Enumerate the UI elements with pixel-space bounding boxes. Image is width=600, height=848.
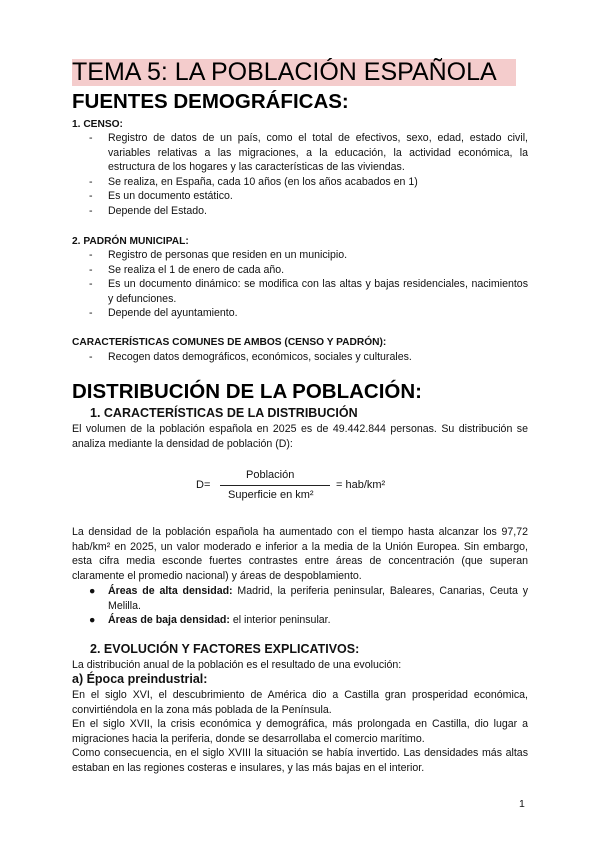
list-item: - Registro de datos de un país, como el total de efectivos, sexo, edad, estado civil, variables relativas a las migraciones, a la educación, la actividad económica, la estructura de los hogares y las características de las viviendas.	[72, 131, 528, 175]
formula-rhs: = hab/km²	[336, 479, 386, 491]
list-item: - Es un documento dinámico: se modifica con las altas y bajas residenciales, nacimientos y defunciones.	[72, 277, 528, 306]
evolucion-intro: La distribución anual de la población es el resultado de una evolución:	[72, 659, 402, 671]
density-formula	[196, 466, 396, 506]
list-item: - Recogen datos demográficos, económicos, sociales y culturales.	[72, 350, 528, 365]
comunes-list	[72, 350, 528, 365]
bullet-label: Áreas de alta densidad:	[108, 585, 233, 597]
list-item: - Depende del Estado.	[72, 204, 528, 219]
bullet-icon: ●	[89, 614, 96, 626]
bullet-label: Áreas de baja densidad:	[108, 614, 230, 626]
padron-list	[72, 248, 528, 321]
bullet-text: Madrid, la periferia peninsular, Baleares, Canarias, Ceuta y Melilla.	[108, 585, 528, 612]
list-item: - Depende del ayuntamiento.	[72, 306, 528, 321]
list-item: - Se realiza el 1 de enero de cada año.	[72, 263, 528, 278]
formula-numerator: Población	[246, 469, 295, 481]
padron-label: 2. PADRÓN MUNICIPAL:	[72, 236, 189, 247]
formula-lhs: D=	[196, 479, 211, 491]
paragraph: En el siglo XVI, el descubrimiento de América dio a Castilla gran prosperidad económica, convirtiéndola en la zona más poblada de la Península.	[72, 689, 528, 716]
bullet-icon: ●	[89, 585, 96, 597]
list-item: - Registro de personas que residen en un municipio.	[72, 248, 528, 263]
page-title: TEMA 5: LA POBLACIÓN ESPAÑOLA	[72, 59, 516, 86]
fraction-bar	[220, 485, 330, 486]
section-heading-fuentes: FUENTES DEMOGRÁFICAS:	[72, 90, 349, 113]
intro-paragraph: El volumen de la población española en 2025 es de 49.442.844 personas. Su distribución se analiza mediante la densidad de población (D):	[72, 423, 528, 450]
list-item: - Es un documento estático.	[72, 189, 528, 204]
density-paragraph: La densidad de la población española ha aumentado con el tiempo hasta alcanzar los 97,72 hab/km² en 2025, un valor moderado e inferior a la media de la Unión Europea. Sin embargo, esta cifra media esconde fuertes contrastes entre áreas de concentración (que superan claramente el promedio nacional) y áreas de despoblamiento.	[72, 526, 528, 582]
formula-denominator: Superficie en km²	[228, 489, 314, 501]
list-item	[72, 613, 528, 628]
bullet-text: el interior peninsular.	[229, 614, 331, 626]
page-number: 1	[519, 798, 525, 810]
paragraph: Como consecuencia, en el siglo XVIII la situación se había invertido. Las densidades más altas estaban en las regiones costeras e insulares, y las más bajas en el interior.	[72, 747, 528, 774]
epoca-heading: a) Época preindustrial:	[72, 672, 208, 686]
censo-list	[72, 131, 528, 218]
density-bullets	[72, 584, 528, 628]
comunes-label: CARACTERÍSTICAS COMUNES DE AMBOS (CENSO Y PADRÓN):	[72, 337, 387, 348]
censo-label: 1. CENSO:	[72, 119, 123, 130]
section-heading-distribucion: DISTRIBUCIÓN DE LA POBLACIÓN:	[72, 380, 423, 403]
list-item	[72, 584, 528, 613]
sub-heading-caracteristicas: 1. CARACTERÍSTICAS DE LA DISTRIBUCIÓN	[90, 406, 358, 420]
paragraph: En el siglo XVII, la crisis económica y demográfica, más prolongada en Castilla, dio lugar a migraciones hacia la periferia, donde se desarrollaba el comercio marítimo.	[72, 718, 528, 745]
list-item: - Se realiza, en España, cada 10 años (en los años acabados en 1)	[72, 175, 528, 190]
sub-heading-evolucion: 2. EVOLUCIÓN Y FACTORES EXPLICATIVOS:	[90, 642, 360, 656]
